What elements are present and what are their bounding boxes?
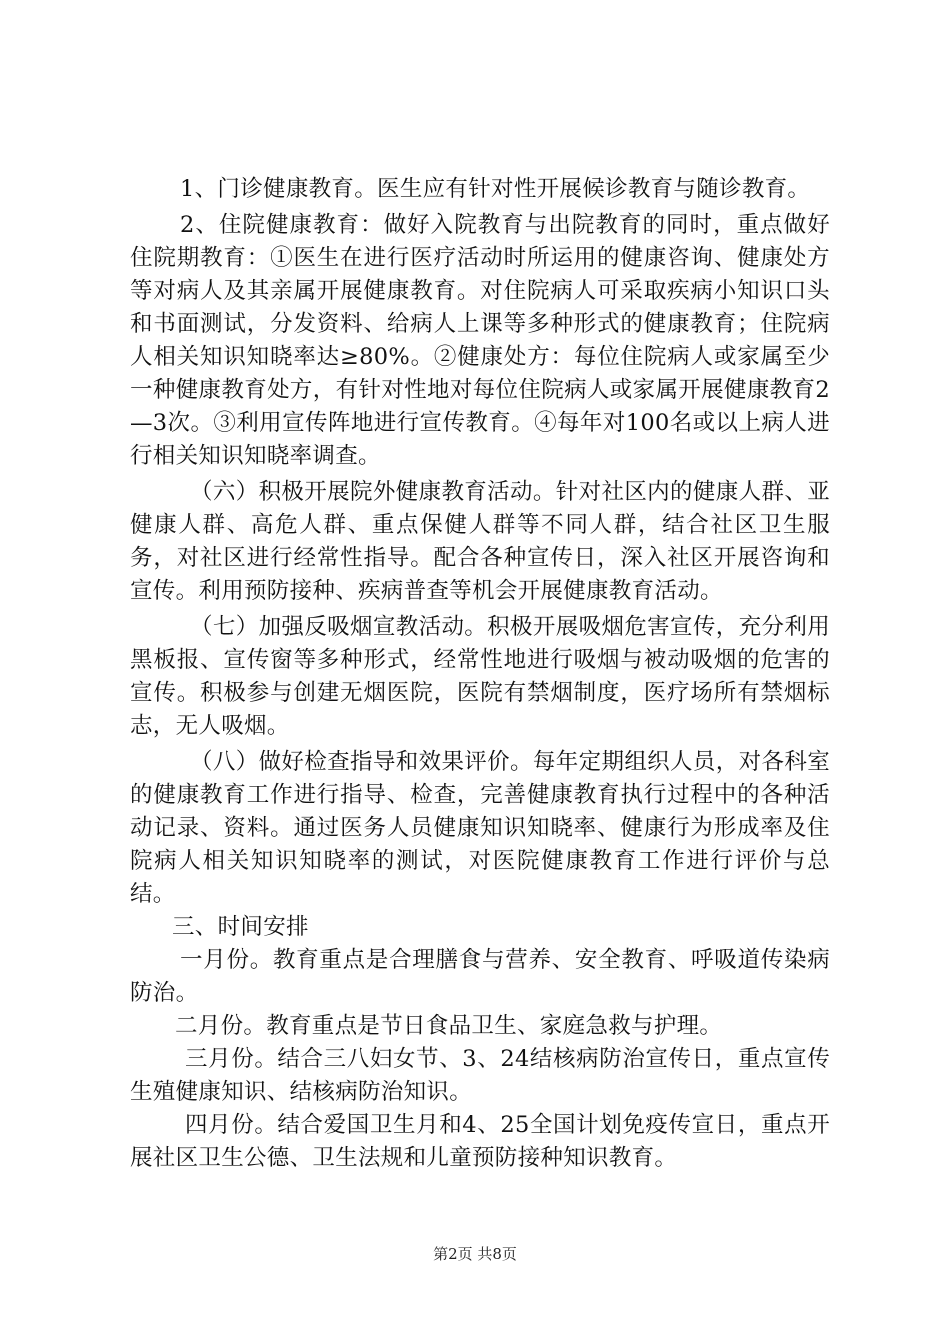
paragraph-february: 二月份。教育重点是节日食品卫生、家庭急救与护理。 bbox=[175, 1013, 723, 1039]
page-number-footer: 第2页 共8页 bbox=[433, 1245, 517, 1263]
paragraph-april: 四月份。结合爱国卫生月和4、25全国计划免疫传宣日，重点开展社区卫生公德、卫生法规和儿童预防接种知识教育。 bbox=[130, 1112, 830, 1171]
paragraph-march: 三月份。结合三八妇女节、3、24结核病防治宣传日，重点宣传生殖健康知识、结核病防治知识。 bbox=[130, 1046, 830, 1105]
paragraph-section-eight: （八）做好检查指导和效果评价。每年定期组织人员，对各科室的健康教育工作进行指导、检查，完善健康教育执行过程中的各种活动记录、资料。通过医务人员健康知识知晓率、健康行为形成率及住院病人相关知识知晓率的测试，对医院健康教育工作进行评价与总结。 bbox=[130, 749, 830, 907]
paragraph-inpatient-education: 2、住院健康教育：做好入院教育与出院教育的同时，重点做好住院期教育：①医生在进行医疗活动时所运用的健康咨询、健康处方等对病人及其亲属开展健康教育。对住院病人可采取疾病小知识口头和书面测试，分发资料、给病人上课等多种形式的健康教育；住院病人相关知识知晓率达≥80%。②健康处方：每位住院病人或家属至少一种健康教育处方，有针对性地对每位住院病人或家属开展健康教育2—3次。③利用宣传阵地进行宣传教育。④每年对100名或以上病人进行相关知识知晓率调查。 bbox=[130, 212, 830, 469]
document-body bbox=[130, 173, 830, 1175]
paragraph-january: 一月份。教育重点是合理膳食与营养、安全教育、呼吸道传染病防治。 bbox=[130, 947, 830, 1006]
heading-time-schedule: 三、时间安排 bbox=[172, 914, 309, 940]
paragraph-outpatient-education: 1、门诊健康教育。医生应有针对性开展候诊教育与随诊教育。 bbox=[180, 176, 811, 202]
paragraph-section-seven: （七）加强反吸烟宣教活动。积极开展吸烟危害宣传，充分利用黑板报、宣传窗等多种形式，经常性地进行吸烟与被动吸烟的危害的宣传。积极参与创建无烟医院，医院有禁烟制度，医疗场所有禁烟标志，无人吸烟。 bbox=[130, 614, 830, 739]
paragraph-section-six: （六）积极开展院外健康教育活动。针对社区内的健康人群、亚健康人群、高危人群、重点保健人群等不同人群，结合社区卫生服务，对社区进行经常性指导。配合各种宣传日，深入社区开展咨询和宣传。利用预防接种、疾病普查等机会开展健康教育活动。 bbox=[130, 479, 830, 604]
